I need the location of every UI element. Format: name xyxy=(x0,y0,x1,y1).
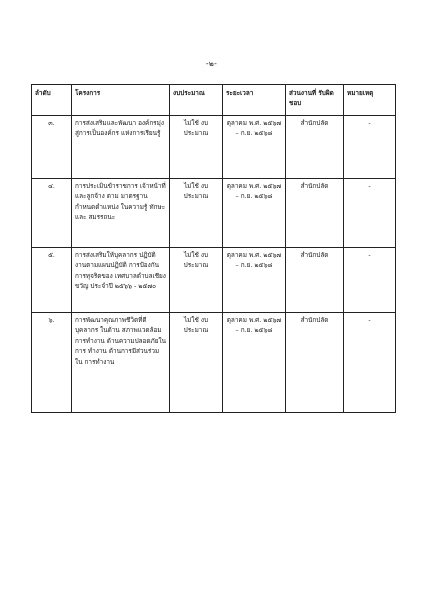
remark-cell: - xyxy=(344,313,396,413)
budget-cell: ไม่ใช้ งบประมาณ xyxy=(170,313,223,413)
remark-cell: - xyxy=(344,248,396,313)
budget-cell: ไม่ใช้ งบประมาณ xyxy=(170,179,223,248)
row-number: ๓. xyxy=(32,116,72,179)
header-budget: งบประมาณ xyxy=(170,85,223,116)
project-name: การพัฒนาคุณภาพชีวิตที่ดี บุคลากร ในด้าน สภาพแวดล้อมการทำงาน ด้านความปลอดภัยในการ ทำงาน ด้านการมีส่วนร่วมใน การทำงาน xyxy=(72,313,170,413)
page-number: -๒- xyxy=(205,59,218,68)
budget-cell: ไม่ใช้ งบประมาณ xyxy=(170,248,223,313)
agency-cell: สำนักปลัด xyxy=(286,116,344,179)
row-number: ๔. xyxy=(32,179,72,248)
remark-cell: - xyxy=(344,116,396,179)
project-plan-table xyxy=(31,84,396,413)
table-header-row xyxy=(32,85,396,116)
project-name: การส่งเสริมและพัฒนา องค์กรมุ่งสู่การเป็นองค์กร แห่งการเรียนรู้ xyxy=(72,116,170,179)
table-row xyxy=(32,248,396,313)
header-period: ระยะเวลา xyxy=(223,85,286,116)
row-number: ๖. xyxy=(32,313,72,413)
table-row xyxy=(32,313,396,413)
period-cell: ตุลาคม พ.ศ. ๒๕๖๗ – ก.ย. ๒๕๖๘ xyxy=(223,313,286,413)
period-cell: ตุลาคม พ.ศ. ๒๕๖๗ – ก.ย. ๒๕๖๘ xyxy=(223,116,286,179)
project-name: การส่งเสริมให้บุคลากร ปฏิบัติงานตามแผนปฏิบัติ การป้องกันการทุจริตของ เทศบาลตำบลเชียงขวัญ ประจำปี ๒๕๖๖ - ๒๕๗๐ xyxy=(72,248,170,313)
remark-cell: - xyxy=(344,179,396,248)
agency-cell: สำนักปลัด xyxy=(286,313,344,413)
period-cell: ตุลาคม พ.ศ. ๒๕๖๗ – ก.ย. ๒๕๖๘ xyxy=(223,248,286,313)
header-remark: หมายเหตุ xyxy=(344,85,396,116)
project-name: การประเมินข้าราชการ เจ้าหน้าที่ และลูกจ้าง ตาม มาตรฐาน กำหนดตำแหน่ง ในความรู้ ทักษะ และ สมรรถนะ xyxy=(72,179,170,248)
agency-cell: สำนักปลัด xyxy=(286,179,344,248)
table-row xyxy=(32,179,396,248)
agency-cell: สำนักปลัด xyxy=(286,248,344,313)
row-number: ๕. xyxy=(32,248,72,313)
period-cell: ตุลาคม พ.ศ. ๒๕๖๗ – ก.ย. ๒๕๖๘ xyxy=(223,179,286,248)
budget-cell: ไม่ใช้ งบประมาณ xyxy=(170,116,223,179)
table-row xyxy=(32,116,396,179)
header-project: โครงการ xyxy=(72,85,170,116)
header-agency: ส่วนงานที่ รับผิดชอบ xyxy=(286,85,344,116)
header-no: ลำดับ xyxy=(32,85,72,116)
